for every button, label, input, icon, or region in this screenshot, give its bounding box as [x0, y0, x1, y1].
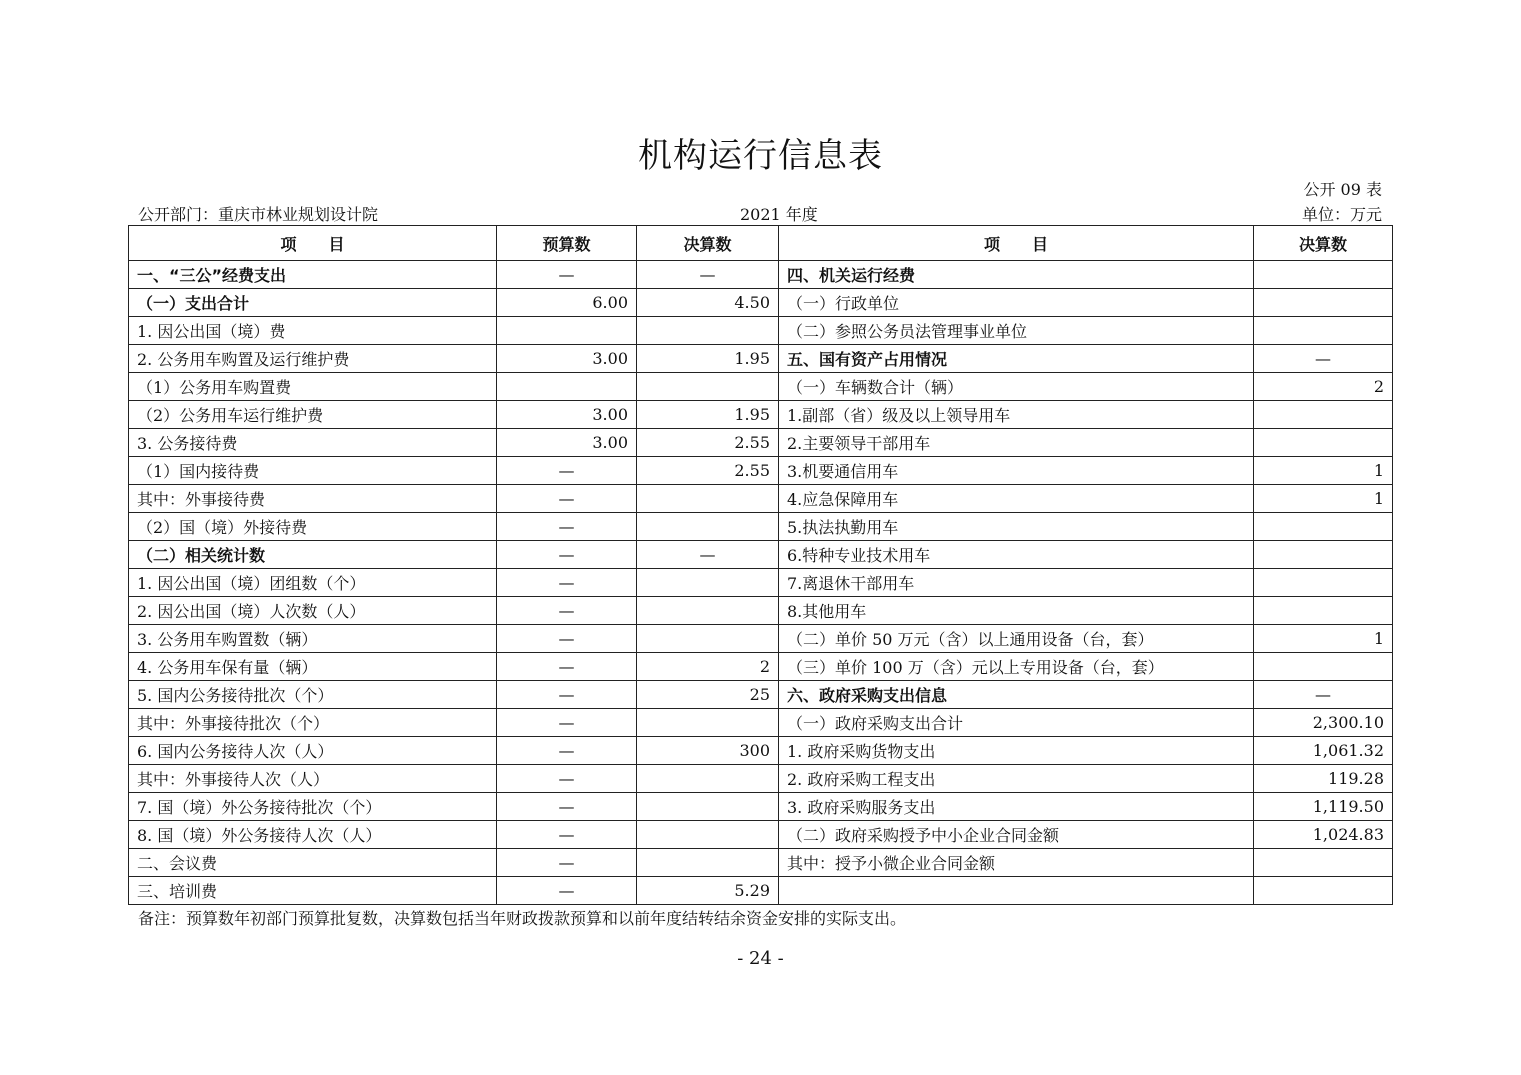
page-title: 机构运行信息表 [638, 136, 883, 176]
row-final-right [1254, 569, 1393, 597]
table-header-row [129, 226, 1393, 261]
table-row [129, 317, 1393, 345]
page-number: - 24 - [737, 948, 784, 969]
row-item-right: （二）政府采购授予中小企业合同金额 [779, 821, 1254, 849]
row-final-right [1254, 429, 1393, 457]
row-final-right [1254, 849, 1393, 877]
row-budget [497, 317, 637, 345]
row-final-right [1254, 317, 1393, 345]
table-row [129, 765, 1393, 793]
table-row [129, 681, 1393, 709]
row-item-left: 4. 公务用车保有量（辆） [129, 653, 497, 681]
row-item-left: 3. 公务接待费 [129, 429, 497, 457]
fiscal-year: 2021 年度 [740, 205, 818, 224]
table-body [129, 261, 1393, 905]
row-item-left: 8. 国（境）外公务接待人次（人） [129, 821, 497, 849]
row-final-right: 2 [1254, 373, 1393, 401]
row-budget: — [497, 261, 637, 289]
row-final-left: 5.29 [637, 877, 779, 905]
row-budget: — [497, 625, 637, 653]
row-budget: — [497, 653, 637, 681]
row-budget: — [497, 709, 637, 737]
row-item-left: 3. 公务用车购置数（辆） [129, 625, 497, 653]
row-final-right [1254, 597, 1393, 625]
row-final-right [1254, 653, 1393, 681]
row-budget: 6.00 [497, 289, 637, 317]
department-label: 公开部门：重庆市林业规划设计院 [138, 205, 379, 224]
row-item-right: 8.其他用车 [779, 597, 1254, 625]
row-item-left: （1）公务用车购置费 [129, 373, 497, 401]
row-item-left: 6. 国内公务接待人次（人） [129, 737, 497, 765]
row-budget: — [497, 513, 637, 541]
row-item-right: （一）政府采购支出合计 [779, 709, 1254, 737]
table-row [129, 653, 1393, 681]
row-item-left: 2. 公务用车购置及运行维护费 [129, 345, 497, 373]
row-final-right [1254, 541, 1393, 569]
row-final-left [637, 625, 779, 653]
row-final-left: 300 [637, 737, 779, 765]
form-number: 公开 09 表 [1303, 180, 1382, 199]
table-row [129, 373, 1393, 401]
row-final-right: 1 [1254, 625, 1393, 653]
footnote: 备注：预算数年初部门预算批复数，决算数包括当年财政拨款预算和以前年度结转结余资金安排的实际支出。 [138, 909, 907, 928]
header-final-left: 决算数 [637, 226, 779, 261]
row-item-left: （一）支出合计 [129, 289, 497, 317]
table-row [129, 597, 1393, 625]
row-final-right: 1 [1254, 457, 1393, 485]
row-item-left: 1. 因公出国（境）费 [129, 317, 497, 345]
row-final-left: 2 [637, 653, 779, 681]
row-budget: — [497, 569, 637, 597]
row-item-right: （一）行政单位 [779, 289, 1254, 317]
row-item-left: 一、“三公”经费支出 [129, 261, 497, 289]
table-row [129, 429, 1393, 457]
row-final-right: 1,024.83 [1254, 821, 1393, 849]
row-item-left: 其中：外事接待人次（人） [129, 765, 497, 793]
row-final-left: — [637, 261, 779, 289]
row-final-right: — [1254, 345, 1393, 373]
row-final-right [1254, 401, 1393, 429]
row-final-left [637, 513, 779, 541]
row-final-right: 2,300.10 [1254, 709, 1393, 737]
row-final-right [1254, 289, 1393, 317]
row-final-left: 2.55 [637, 429, 779, 457]
row-budget: 3.00 [497, 401, 637, 429]
row-final-right [1254, 513, 1393, 541]
row-final-left [637, 317, 779, 345]
row-item-left: 5. 国内公务接待批次（个） [129, 681, 497, 709]
header-item-right: 项 目 [779, 226, 1254, 261]
row-item-right: （三）单价 100 万（含）元以上专用设备（台，套） [779, 653, 1254, 681]
header-item-left: 项 目 [129, 226, 497, 261]
row-budget: — [497, 485, 637, 513]
row-final-right [1254, 877, 1393, 905]
row-final-right: 1,061.32 [1254, 737, 1393, 765]
row-budget: — [497, 877, 637, 905]
row-item-left: （1）国内接待费 [129, 457, 497, 485]
row-final-left [637, 821, 779, 849]
table-row [129, 485, 1393, 513]
row-budget: — [497, 457, 637, 485]
row-budget: — [497, 821, 637, 849]
row-final-left: 4.50 [637, 289, 779, 317]
row-item-left: 7. 国（境）外公务接待批次（个） [129, 793, 497, 821]
row-budget: — [497, 737, 637, 765]
row-final-left: 2.55 [637, 457, 779, 485]
table-row [129, 457, 1393, 485]
row-budget: — [497, 765, 637, 793]
row-item-right: 6.特种专业技术用车 [779, 541, 1254, 569]
row-item-right: （二）单价 50 万元（含）以上通用设备（台，套） [779, 625, 1254, 653]
row-final-left [637, 569, 779, 597]
row-final-right [1254, 261, 1393, 289]
row-item-right: 其中：授予小微企业合同金额 [779, 849, 1254, 877]
row-final-left: 1.95 [637, 401, 779, 429]
table-row [129, 261, 1393, 289]
row-final-left: — [637, 541, 779, 569]
row-item-right [779, 877, 1254, 905]
row-budget: — [497, 793, 637, 821]
row-final-right: 1 [1254, 485, 1393, 513]
row-final-left [637, 709, 779, 737]
row-item-left: 三、培训费 [129, 877, 497, 905]
table-row [129, 401, 1393, 429]
row-item-left: 其中：外事接待批次（个） [129, 709, 497, 737]
row-item-right: 2.主要领导干部用车 [779, 429, 1254, 457]
row-item-left: 2. 因公出国（境）人次数（人） [129, 597, 497, 625]
row-budget: — [497, 681, 637, 709]
row-final-left [637, 373, 779, 401]
row-final-left [637, 597, 779, 625]
row-item-right: 六、政府采购支出信息 [779, 681, 1254, 709]
table-row [129, 709, 1393, 737]
row-item-right: （一）车辆数合计（辆） [779, 373, 1254, 401]
table-row [129, 737, 1393, 765]
row-item-right: （二）参照公务员法管理事业单位 [779, 317, 1254, 345]
operations-info-table [128, 225, 1393, 905]
row-final-left: 1.95 [637, 345, 779, 373]
row-item-right: 5.执法执勤用车 [779, 513, 1254, 541]
row-budget: 3.00 [497, 345, 637, 373]
table-row [129, 877, 1393, 905]
row-final-right: 1,119.50 [1254, 793, 1393, 821]
header-final-right: 决算数 [1254, 226, 1393, 261]
row-item-right: 2. 政府采购工程支出 [779, 765, 1254, 793]
unit-label: 单位：万元 [1301, 205, 1382, 224]
row-item-right: 四、机关运行经费 [779, 261, 1254, 289]
row-final-left [637, 849, 779, 877]
row-item-left: 其中：外事接待费 [129, 485, 497, 513]
table-row [129, 569, 1393, 597]
row-final-right: — [1254, 681, 1393, 709]
table-row [129, 625, 1393, 653]
table-row [129, 513, 1393, 541]
row-item-right: 1. 政府采购货物支出 [779, 737, 1254, 765]
row-budget: — [497, 597, 637, 625]
table-row [129, 289, 1393, 317]
row-item-left: （2）国（境）外接待费 [129, 513, 497, 541]
row-item-right: 五、国有资产占用情况 [779, 345, 1254, 373]
row-final-left: 25 [637, 681, 779, 709]
row-item-right: 3. 政府采购服务支出 [779, 793, 1254, 821]
row-budget: 3.00 [497, 429, 637, 457]
table-row [129, 541, 1393, 569]
row-item-left: （2）公务用车运行维护费 [129, 401, 497, 429]
row-item-left: 1. 因公出国（境）团组数（个） [129, 569, 497, 597]
row-final-right: 119.28 [1254, 765, 1393, 793]
row-budget: — [497, 541, 637, 569]
row-item-right: 4.应急保障用车 [779, 485, 1254, 513]
row-item-left: 二、会议费 [129, 849, 497, 877]
table-row [129, 345, 1393, 373]
table-row [129, 849, 1393, 877]
header-budget: 预算数 [497, 226, 637, 261]
row-budget [497, 373, 637, 401]
row-final-left [637, 793, 779, 821]
row-item-left: （二）相关统计数 [129, 541, 497, 569]
row-budget: — [497, 849, 637, 877]
row-item-right: 1.副部（省）级及以上领导用车 [779, 401, 1254, 429]
row-item-right: 7.离退休干部用车 [779, 569, 1254, 597]
table-row [129, 821, 1393, 849]
row-final-left [637, 765, 779, 793]
table-row [129, 793, 1393, 821]
row-item-right: 3.机要通信用车 [779, 457, 1254, 485]
row-final-left [637, 485, 779, 513]
